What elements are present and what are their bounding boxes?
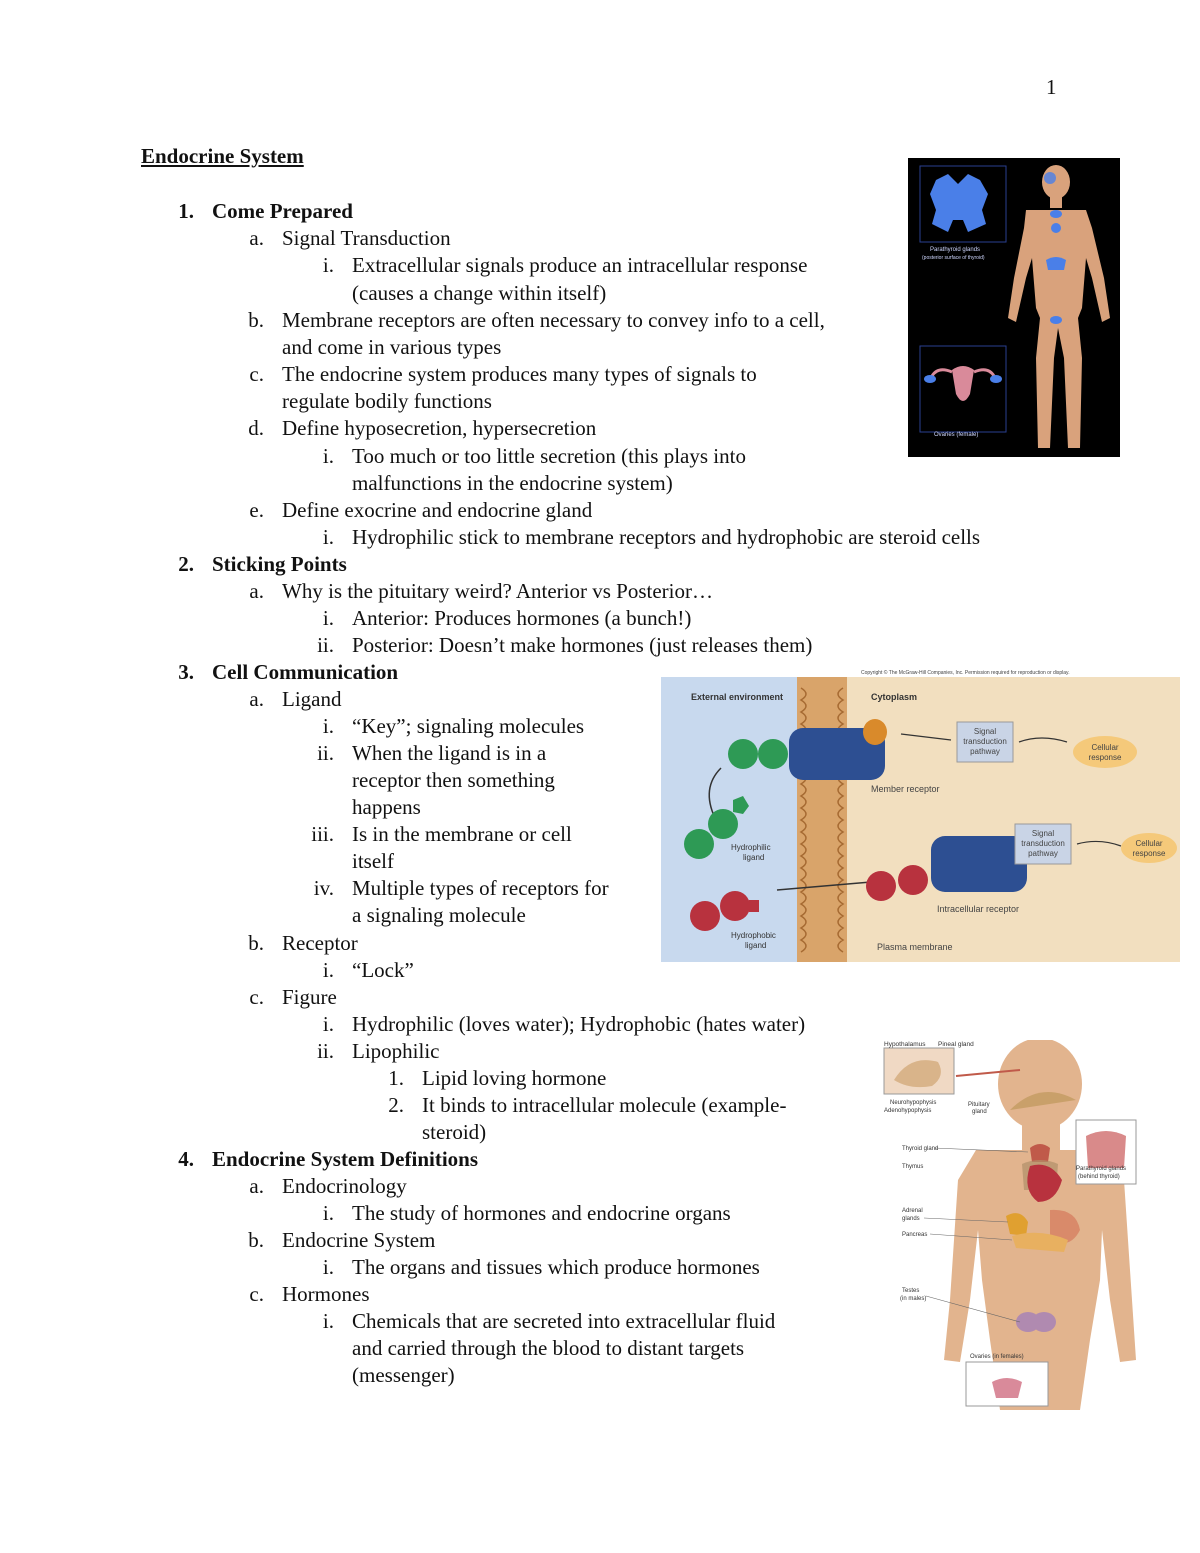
signal-transduction-diagram (661, 668, 1180, 962)
svg-text:transduction: transduction (1021, 839, 1065, 848)
list-item: Is in the membrane or cell (352, 822, 572, 846)
list-marker: i. (322, 525, 334, 549)
svg-text:transduction: transduction (963, 737, 1007, 746)
list-item: The endocrine system produces many types of signals to (282, 362, 757, 386)
green-ligand-bound (728, 739, 758, 769)
plasma-membrane-label: Plasma membrane (877, 942, 953, 952)
pancreas-shape (1046, 257, 1066, 270)
list-item-continued: steroid) (422, 1120, 487, 1144)
list-marker: i. (322, 958, 334, 982)
figure-caption: Copyright © The McGraw-Hill Companies, Inc. Permission required for reproduction or display. (861, 670, 1070, 676)
list-item: Posterior: Doesn’t make hormones (just releases them) (352, 633, 813, 657)
list-item-continued: receptor then something (352, 768, 555, 792)
list-marker: i. (322, 606, 334, 630)
ovary-left (924, 375, 936, 383)
list-marker: c. (249, 985, 264, 1009)
svg-text:response: response (1132, 849, 1166, 858)
section-3-number: 3. (178, 660, 194, 684)
list-item: Figure (282, 985, 337, 1009)
parathyroid-organ-label: Parathyroid glands (1076, 1166, 1127, 1172)
list-marker: i. (322, 253, 334, 277)
section-2-number: 2. (178, 552, 194, 576)
list-item: Lipophilic (352, 1039, 440, 1063)
document-title: Endocrine System (141, 144, 304, 168)
activated-protein (863, 719, 887, 745)
list-marker: b. (248, 931, 264, 955)
list-item: Hormones (282, 1282, 370, 1306)
section-3-heading: Cell Communication (212, 660, 399, 684)
list-marker: ii. (317, 633, 334, 657)
intracellular-receptor-shape (931, 836, 1027, 892)
section-1-heading: Come Prepared (212, 199, 353, 223)
hydrophilic-label-2: ligand (743, 853, 765, 862)
cytoplasm-region (801, 677, 1180, 962)
pituitary-label: Pituitary (968, 1102, 990, 1108)
svg-text:response: response (1088, 753, 1122, 762)
list-marker: 2. (388, 1093, 404, 1117)
head-shape (998, 1040, 1082, 1130)
thyroid-label: Thyroid gland (902, 1146, 939, 1152)
list-marker: ii. (317, 741, 334, 765)
list-item: Too much or too little secretion (this plays into (352, 444, 746, 468)
list-marker: i. (322, 1012, 334, 1036)
torso (1008, 210, 1110, 448)
list-item-continued: (messenger) (352, 1363, 455, 1387)
list-marker: i. (322, 714, 334, 738)
list-item: It binds to intracellular molecule (example- (422, 1093, 787, 1117)
svg-text:Cellular: Cellular (1091, 743, 1119, 752)
list-marker: 1. (388, 1066, 404, 1090)
list-marker: ii. (317, 1039, 334, 1063)
list-item-continued: and carried through the blood to distant targets (352, 1336, 745, 1360)
list-marker: i. (322, 1309, 334, 1333)
list-item: Multiple types of receptors for (352, 876, 609, 900)
parathyroid-sublabel: (posterior surface of thyroid) (922, 255, 985, 261)
red-ligand-bound (866, 871, 896, 901)
endocrine-body-illustration (908, 158, 1120, 457)
list-item: Ligand (282, 687, 342, 711)
list-item: “Key”; signaling molecules (352, 714, 585, 738)
list-item: Receptor (282, 931, 358, 955)
list-item: Extracellular signals produce an intracellular response (352, 253, 808, 277)
svg-text:Signal: Signal (973, 727, 997, 736)
list-marker: b. (248, 1228, 264, 1252)
cellular-response-2 (1121, 833, 1177, 863)
list-item: Endocrine System (282, 1228, 436, 1252)
list-marker: a. (249, 1174, 264, 1198)
list-item: The organs and tissues which produce hormones (352, 1255, 760, 1279)
member-receptor-label: Member receptor (871, 784, 940, 794)
adenohypophysis-label: Adenohypophysis (884, 1108, 932, 1114)
list-marker: iii. (311, 822, 334, 846)
list-marker: i. (322, 444, 334, 468)
list-marker: c. (249, 1282, 264, 1306)
list-item-continued: a signaling molecule (352, 903, 526, 927)
endocrine-body-figure (908, 158, 1120, 457)
parathyroid-label: Parathyroid glands (930, 247, 981, 253)
signal-transduction-figure (661, 668, 1180, 962)
list-item: The study of hormones and endocrine organs (352, 1201, 731, 1225)
list-marker: a. (249, 687, 264, 711)
intracellular-receptor-label: Intracellular receptor (937, 904, 1020, 914)
list-item-continued: (causes a change within itself) (352, 281, 607, 305)
list-marker: i. (322, 1201, 334, 1225)
hypothalamus-label: Hypothalamus (884, 1041, 926, 1048)
list-item: Hydrophilic (loves water); Hydrophobic (hates water) (352, 1012, 806, 1036)
list-marker: b. (248, 308, 264, 332)
list-item: Define exocrine and endocrine gland (282, 498, 593, 522)
cytoplasm-label: Cytoplasm (871, 692, 918, 702)
list-item: Endocrinology (282, 1174, 407, 1198)
list-item: Hydrophilic stick to membrane receptors and hydrophobic are steroid cells (352, 525, 981, 549)
list-marker: a. (249, 579, 264, 603)
external-environment-label: External environment (691, 692, 784, 702)
list-item: Anterior: Produces hormones (a bunch!) (352, 606, 692, 630)
list-marker: i. (322, 1255, 334, 1279)
endocrine-organs-illustration (880, 1040, 1140, 1410)
ovary-right (990, 375, 1002, 383)
ovaries-organ-label: Ovaries (in females) (970, 1354, 1024, 1360)
list-item-continued: regulate bodily functions (282, 389, 492, 413)
hydrophobic-label: Hydrophobic (731, 931, 776, 940)
list-item: Why is the pituitary weird? Anterior vs Posterior… (282, 579, 714, 603)
red-ligand-free (690, 901, 720, 931)
list-marker: c. (249, 362, 264, 386)
hydrophobic-label-2: ligand (745, 941, 767, 950)
list-item: Define hyposecretion, hypersecretion (282, 416, 597, 440)
svg-text:Signal: Signal (1031, 829, 1055, 838)
section-2-heading: Sticking Points (212, 552, 347, 576)
pancreas-label: Pancreas (902, 1232, 928, 1238)
svg-text:pathway: pathway (970, 747, 1000, 756)
adrenal-label: Adrenal (902, 1208, 923, 1214)
cellular-response-1 (1073, 736, 1137, 768)
pituitary-label-2: gland (972, 1109, 987, 1115)
section-4-heading: Endocrine System Definitions (212, 1147, 479, 1171)
list-item: “Lock” (352, 958, 414, 982)
hydrophilic-label: Hydrophilic (731, 843, 771, 852)
thymus-label: Thymus (902, 1164, 924, 1170)
list-item-continued: malfunctions in the endocrine system) (352, 471, 673, 495)
list-item: Membrane receptors are often necessary to convey info to a cell, (282, 308, 825, 332)
endocrine-organs-figure (880, 1040, 1140, 1410)
adrenal-label-2: glands (902, 1216, 920, 1222)
parathyroid-organ-label-2: (behind thyroid) (1078, 1174, 1120, 1180)
list-item-continued: itself (352, 849, 394, 873)
testes-label-2: (in males) (900, 1296, 927, 1302)
list-item-continued: and come in various types (282, 335, 502, 359)
list-item: When the ligand is in a (352, 741, 547, 765)
page-number: 1 (1046, 75, 1057, 99)
svg-text:Cellular: Cellular (1135, 839, 1163, 848)
section-4-number: 4. (178, 1147, 194, 1171)
list-item-continued: happens (352, 795, 421, 819)
svg-text:pathway: pathway (1028, 849, 1058, 858)
thyroid-organ (1030, 1144, 1050, 1162)
list-marker: d. (248, 416, 264, 440)
list-marker: iv. (313, 876, 334, 900)
list-marker: e. (249, 498, 264, 522)
pineal-label: Pineal gland (938, 1041, 974, 1048)
testes-label: Testes (902, 1288, 920, 1294)
section-1-number: 1. (178, 199, 194, 223)
green-ligand-free (684, 829, 714, 859)
neurohypophysis-label: Neurohypophysis (890, 1100, 937, 1106)
list-item: Lipid loving hormone (422, 1066, 607, 1090)
list-marker: a. (249, 226, 264, 250)
ovaries-label: Ovaries (female) (934, 432, 979, 438)
list-item: Signal Transduction (282, 226, 451, 250)
list-item: Chemicals that are secreted into extracellular fluid (352, 1309, 776, 1333)
